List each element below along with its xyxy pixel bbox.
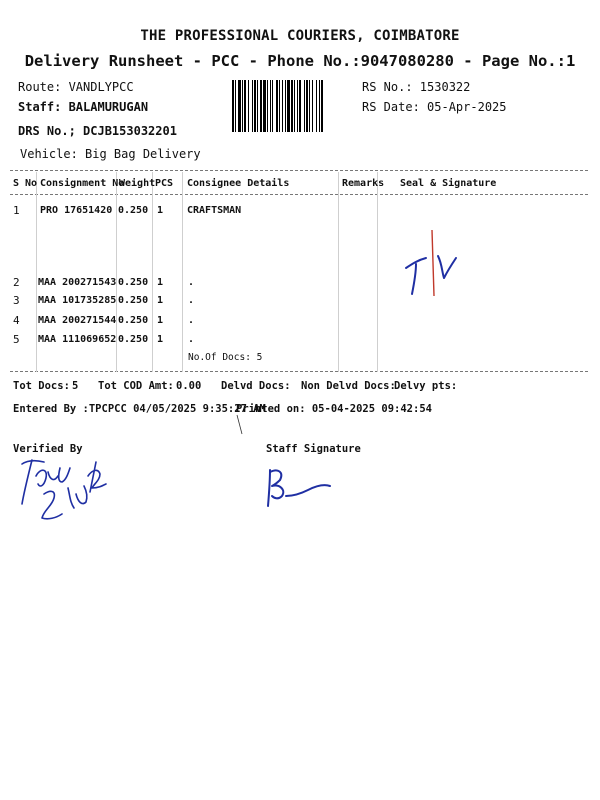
non-delvd-docs-label: Non Delvd Docs:: [301, 380, 396, 392]
barcode-bar: [248, 80, 249, 132]
tot-cod-value: 0.00: [176, 380, 202, 392]
barcode-bar: [282, 80, 283, 132]
row-consignment-no: MAA 200271544: [38, 315, 117, 326]
row-consignee: CRAFTSMAN: [187, 205, 242, 216]
barcode: [232, 80, 352, 132]
barcode-bar: [272, 80, 273, 132]
column-divider: [377, 172, 378, 372]
column-divider: [36, 172, 37, 372]
column-header-consignment: Consignment No: [40, 178, 125, 189]
barcode-bar: [235, 80, 236, 132]
barcode-bar: [297, 80, 298, 132]
column-header-seal-signature: Seal & Signature: [400, 178, 497, 189]
column-divider: [338, 172, 339, 372]
row-pcs: 1: [157, 334, 164, 345]
barcode-bar: [316, 80, 317, 132]
row-weight: 0.250: [118, 205, 149, 216]
barcode-bar: [309, 80, 310, 132]
barcode-bar: [285, 80, 286, 132]
column-header-consignee: Consignee Details: [187, 178, 290, 189]
company-title: THE PROFESSIONAL COURIERS, COIMBATORE: [140, 28, 460, 44]
barcode-bar: [304, 80, 305, 132]
rs-date: RS Date: 05-Apr-2025: [362, 100, 507, 114]
barcode-bar: [252, 80, 253, 132]
barcode-bar: [279, 80, 280, 132]
barcode-bar: [232, 80, 234, 132]
barcode-bar: [287, 80, 290, 132]
barcode-bar: [291, 80, 293, 132]
barcode-bar: [260, 80, 262, 132]
barcode-bar: [244, 80, 246, 132]
row-weight: 0.250: [118, 277, 149, 288]
row-weight: 0.250: [118, 334, 149, 345]
row-consignee: .: [188, 315, 195, 326]
row-sno: 1: [13, 204, 20, 217]
barcode-bar: [294, 80, 295, 132]
row-pcs: 1: [157, 315, 164, 326]
column-divider: [152, 172, 153, 372]
tot-docs-value: 5: [72, 380, 79, 392]
row-sno: 2: [13, 276, 20, 289]
no-of-docs: No.Of Docs: 5: [188, 352, 263, 363]
entered-by: Entered By :TPCPCC 04/05/2025 9:35:27 AM: [13, 403, 266, 415]
column-divider: [182, 172, 183, 372]
table-top-rule: [10, 170, 588, 171]
table-header-rule: [10, 194, 588, 195]
column-header-weight: Weight: [119, 178, 156, 189]
rs-number: RS No.: 1530322: [362, 80, 471, 94]
row-sno: 4: [13, 314, 20, 327]
row-consignment-no: PRO 17651420: [40, 205, 113, 216]
column-header-sno: S No: [13, 178, 38, 189]
barcode-bar: [321, 80, 323, 132]
barcode-bar: [263, 80, 266, 132]
seal-signature-handwriting: [398, 228, 468, 300]
route-label: Route: VANDLYPCC: [18, 80, 134, 94]
barcode-bar: [299, 80, 301, 132]
table-bottom-rule: [10, 371, 588, 372]
verified-by-signature: [14, 446, 114, 546]
row-sno: 3: [13, 294, 20, 307]
row-sno: 5: [13, 333, 20, 346]
barcode-bar: [312, 80, 313, 132]
barcode-bar: [254, 80, 256, 132]
barcode-bar: [276, 80, 278, 132]
drs-number: DRS No.; DCJB153032201: [18, 124, 177, 138]
vehicle-label: Vehicle: Big Bag Delivery: [20, 147, 201, 161]
staff-signature: [262, 462, 342, 514]
barcode-bar: [242, 80, 243, 132]
delvy-pts-label: Delvy pts:: [394, 380, 458, 392]
column-header-pcs: PCS: [155, 178, 174, 189]
printed-on: Printed on: 05-04-2025 09:42:54: [236, 403, 432, 415]
row-weight: 0.250: [118, 315, 149, 326]
barcode-bar: [267, 80, 268, 132]
row-pcs: 1: [157, 205, 164, 216]
verified-by-label: Verified By: [13, 443, 83, 455]
row-pcs: 1: [157, 295, 164, 306]
tot-docs-label: Tot Docs:: [13, 380, 70, 392]
barcode-bar: [306, 80, 308, 132]
row-consignee: .: [188, 295, 195, 306]
barcode-bar: [270, 80, 271, 132]
row-pcs: 1: [157, 277, 164, 288]
stray-pen-mark: [236, 414, 244, 436]
row-consignment-no: MAA 111069652: [38, 334, 117, 345]
barcode-bar: [319, 80, 320, 132]
row-weight: 0.250: [118, 295, 149, 306]
staff-label: Staff: BALAMURUGAN: [18, 100, 149, 114]
row-consignee: .: [188, 277, 195, 288]
barcode-bar: [238, 80, 241, 132]
row-consignment-no: MAA 200271543: [38, 277, 117, 288]
row-consignment-no: MAA 101735285: [38, 295, 117, 306]
barcode-bar: [257, 80, 258, 132]
tot-cod-label: Tot COD Amt:: [98, 380, 174, 392]
column-header-remarks: Remarks: [342, 178, 385, 189]
staff-signature-label: Staff Signature: [266, 443, 361, 455]
delvd-docs-label: Delvd Docs:: [221, 380, 291, 392]
runsheet-title: Delivery Runsheet - PCC - Phone No.:9047080280 - Page No.:1: [24, 52, 576, 70]
row-consignee: .: [188, 334, 195, 345]
